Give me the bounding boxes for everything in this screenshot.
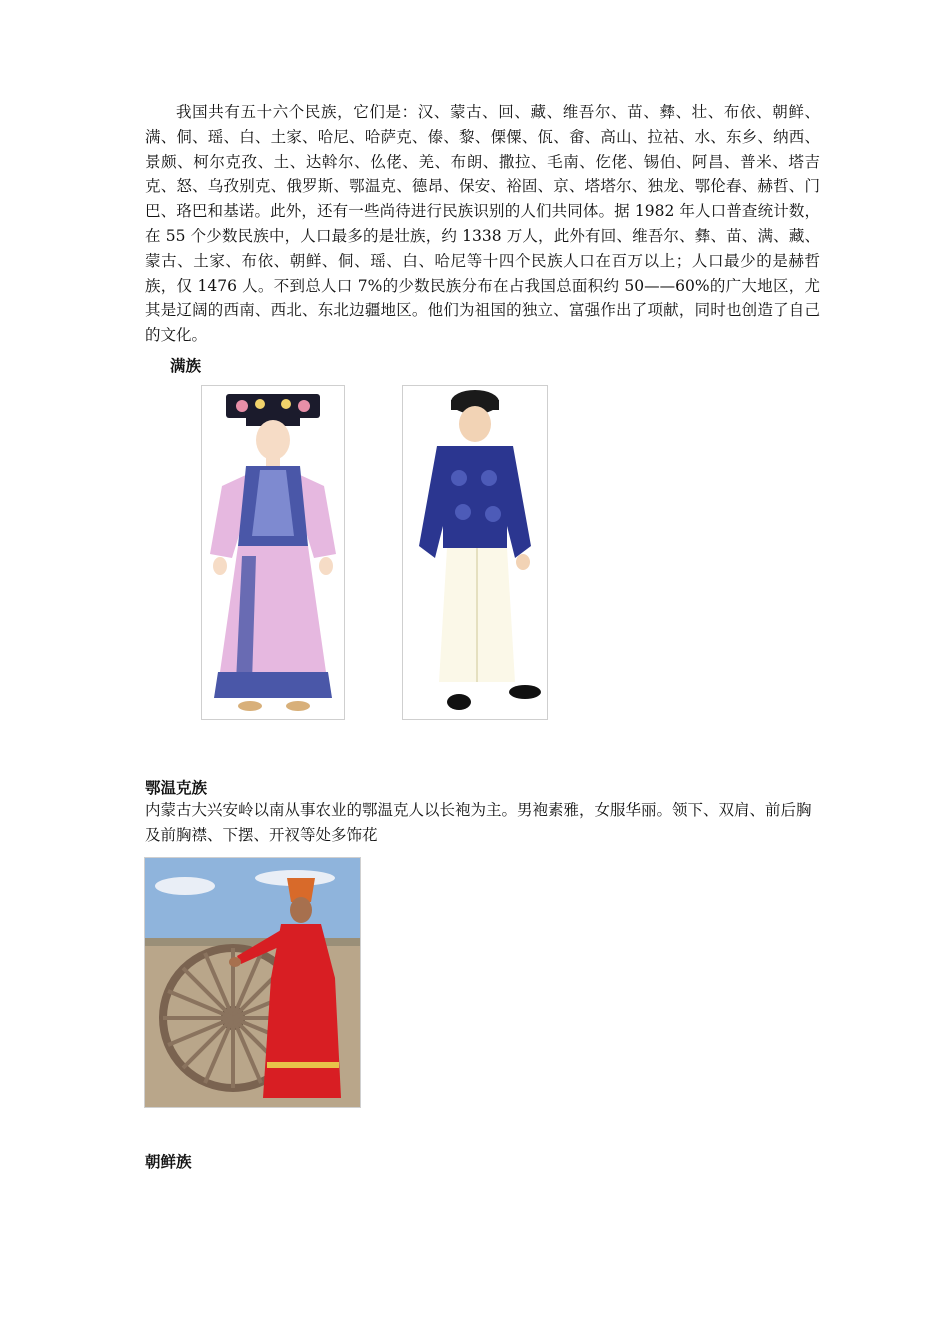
heading-manchu: 满族	[170, 356, 202, 375]
heading-korean: 朝鲜族	[145, 1152, 192, 1171]
ewenki-description: 内蒙古大兴安岭以南从事农业的鄂温克人以长袍为主。男袍素雅，女服华丽。领下、双肩、前后胸及前胸襟、下摆、开衩等处多饰花	[145, 801, 812, 844]
manchu-woman-figure	[201, 385, 345, 720]
manchu-man-figure	[402, 385, 548, 720]
ewenki-photo	[144, 857, 361, 1108]
intro-paragraph: 我国共有五十六个民族，它们是：汉、蒙古、回、藏、维吾尔、苗、彝、壮、布依、朝鲜、满、侗、瑶、白、土家、哈尼、哈萨克、傣、黎、傈僳、佤、畲、高山、拉祜、水、东乡、纳西、景颇、柯尔克孜、土、达斡尔、仫佬、羌、布朗、撒拉、毛南、仡佬、锡伯、阿昌、普米、塔吉克、怒、乌孜别克、俄罗斯、鄂温克、德昂、保安、裕固、京、塔塔尔、独龙、鄂伦春、赫哲、门巴、珞巴和基诺。此外，还有一些尚待进行民族识别的人们共同体。据 1982 年人口普查统计数，在 55 个少数民族中，人口最多的是壮族，约 1338 万人，此外有回、维吾尔、彝、苗、满、藏、蒙古、土家、布依、朝鲜、侗、瑶、白、哈尼等十四个民族人口在百万以上；人口最少的是赫哲族，仅 1476 人。不到总人口 7%的少数民族分布在占我国总面积约 50——60%的广大地区，尤其是辽阔的西南、西北、东北边疆地区。他们为祖国的独立、富强作出了项献，同时也创造了自己的文化。	[145, 103, 820, 345]
heading-ewenki: 鄂温克族	[145, 778, 208, 797]
